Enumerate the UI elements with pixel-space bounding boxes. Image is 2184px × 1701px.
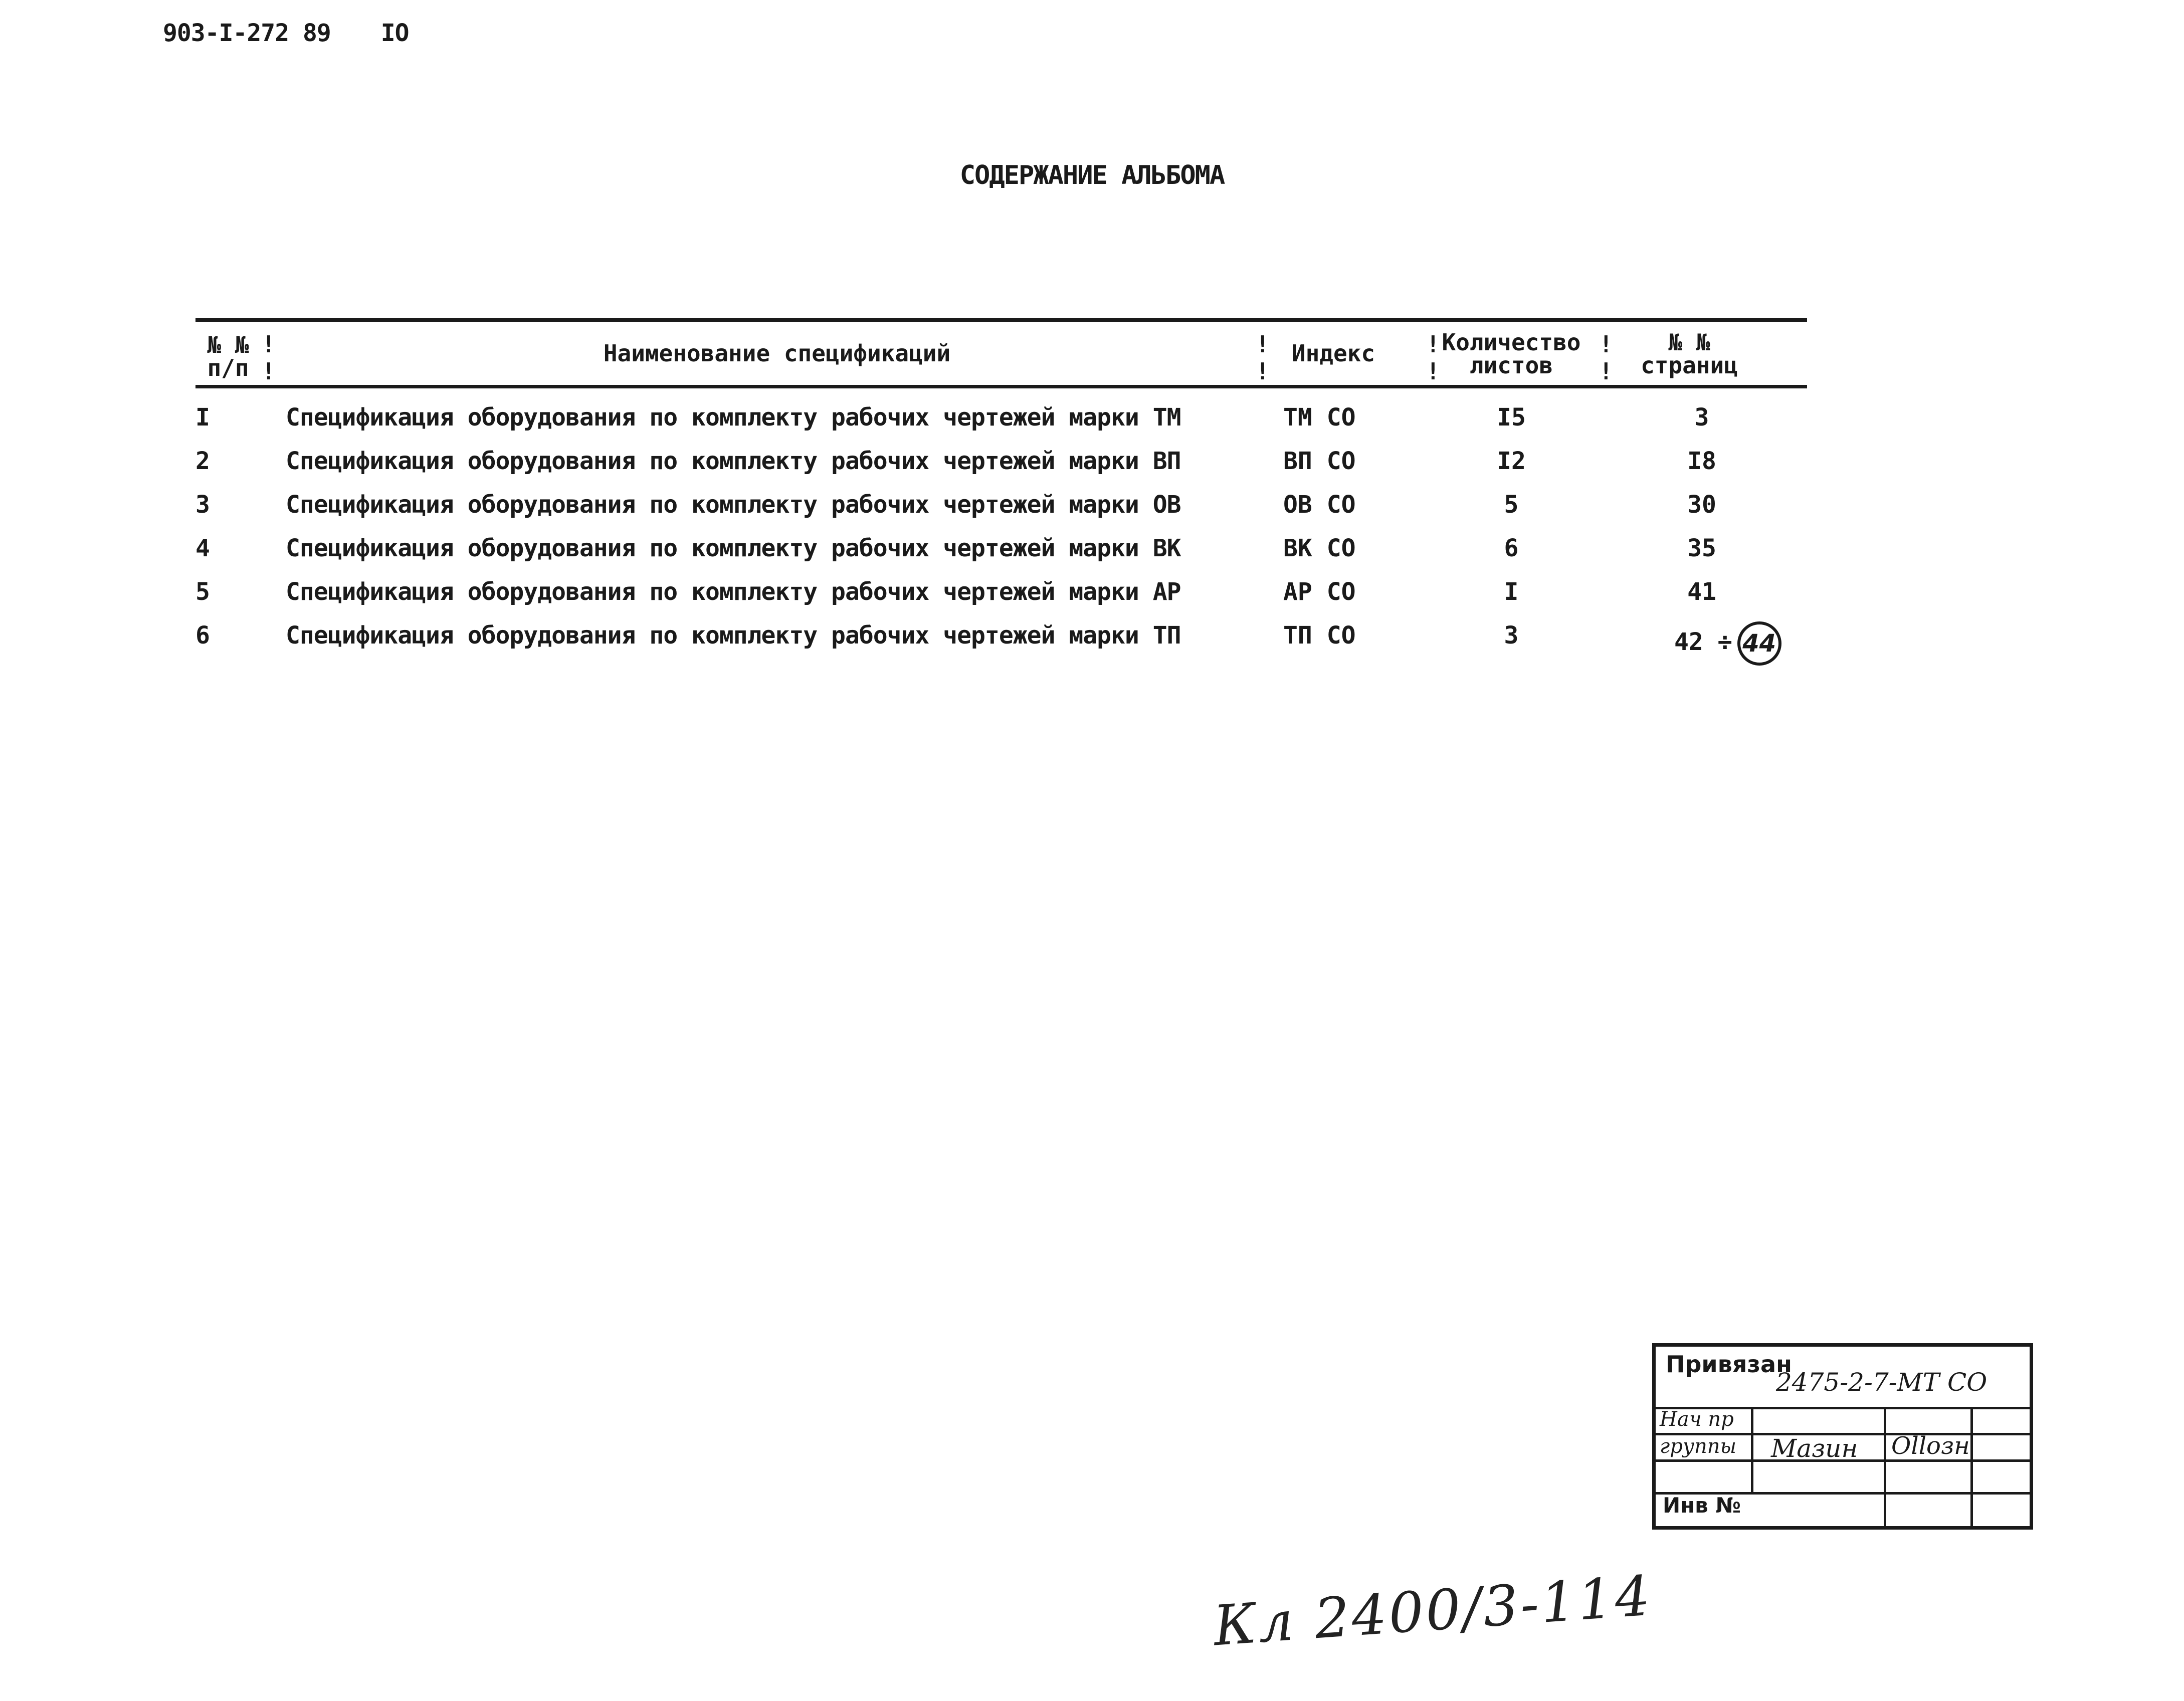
stamp-chief-label: Нач пр	[1660, 1408, 1734, 1431]
stamp-name: Мазин	[1771, 1434, 1858, 1463]
column-separator: ! !	[1256, 331, 1270, 385]
row-pages: 30	[1687, 491, 1716, 519]
row-number: 2	[195, 447, 210, 475]
row-pages	[1674, 621, 1781, 666]
stamp-inventory-label: Инв №	[1663, 1493, 1741, 1518]
column-separator: ! !	[1599, 331, 1613, 385]
row-sheets: I	[1504, 578, 1519, 606]
table-row	[0, 621, 2184, 662]
row-number: 3	[195, 491, 210, 519]
col-header-pages-top: № №	[1668, 329, 1710, 356]
stamp-bound-label: Привязан	[1666, 1351, 1792, 1378]
row-name: Спецификация оборудования по комплекту рабочих чертежей марки ТП	[286, 621, 1181, 650]
table-row	[0, 578, 2184, 618]
page-number: IO	[380, 19, 409, 47]
row-index: АР СО	[1283, 578, 1356, 606]
stamp-code: 2475-2-7-МТ СО	[1776, 1368, 1988, 1397]
row-sheets: I2	[1497, 447, 1526, 475]
circled-page-number: 44	[1737, 621, 1781, 666]
row-number: 4	[195, 534, 210, 562]
binding-stamp	[1652, 1343, 2033, 1530]
table-row	[0, 491, 2184, 531]
table-row	[0, 403, 2184, 444]
row-number: 6	[195, 621, 210, 650]
row-name: Спецификация оборудования по комплекту рабочих чертежей марки АР	[286, 578, 1181, 606]
stamp-divider	[1970, 1407, 1973, 1526]
stamp-signature: Оllозн	[1891, 1432, 1970, 1460]
col-header-sheets-top: Количество	[1442, 329, 1581, 356]
row-sheets: I5	[1497, 403, 1526, 432]
row-index: ОВ СО	[1283, 491, 1356, 519]
row-index: ВК СО	[1283, 534, 1356, 562]
table-top-rule	[195, 318, 1807, 322]
handwritten-archive-note: Кл 2400/3-114	[1211, 1563, 1654, 1658]
row-number: I	[195, 403, 210, 432]
col-header-num	[201, 333, 256, 379]
document-code-header	[163, 19, 409, 47]
row-name: Спецификация оборудования по комплекту рабочих чертежей марки ОВ	[286, 491, 1181, 519]
row-name: Спецификация оборудования по комплекту рабочих чертежей марки ВК	[286, 534, 1181, 562]
stamp-divider	[1751, 1407, 1753, 1495]
row-sheets: 5	[1504, 491, 1519, 519]
col-header-pages	[1629, 331, 1749, 377]
row-pages: I8	[1687, 447, 1716, 475]
stamp-group-label: группы	[1660, 1435, 1737, 1458]
document-code: 903-I-272 89	[163, 19, 331, 47]
row-name: Спецификация оборудования по комплекту рабочих чертежей марки ТМ	[286, 403, 1181, 432]
table-row	[0, 447, 2184, 487]
row-pages-range: 42 ÷	[1674, 628, 1732, 656]
row-pages: 3	[1694, 403, 1709, 432]
stamp-divider	[1884, 1407, 1886, 1526]
table-header-bottom-rule	[195, 385, 1807, 388]
col-header-sheets-bottom: листов	[1469, 352, 1553, 379]
column-separator: ! !	[262, 331, 276, 385]
row-number: 5	[195, 578, 210, 606]
row-pages: 35	[1687, 534, 1716, 562]
row-sheets: 3	[1504, 621, 1519, 650]
col-header-sheets	[1439, 331, 1584, 377]
row-name: Спецификация оборудования по комплекту рабочих чертежей марки ВП	[286, 447, 1181, 475]
col-header-name: Наименование спецификаций	[603, 340, 951, 367]
row-index: ТМ СО	[1283, 403, 1356, 432]
row-sheets: 6	[1504, 534, 1519, 562]
col-header-index: Индекс	[1291, 340, 1375, 367]
page-title: СОДЕРЖАНИЕ АЛЬБОМА	[959, 160, 1225, 190]
col-header-num-top: № №	[207, 331, 249, 358]
col-header-num-bottom: п/п	[207, 354, 249, 381]
row-index: ВП СО	[1283, 447, 1356, 475]
row-index: ТП СО	[1283, 621, 1356, 650]
column-separator: ! !	[1426, 331, 1440, 385]
col-header-pages-bottom: страниц	[1641, 352, 1738, 379]
row-pages: 41	[1687, 578, 1716, 606]
table-row	[0, 534, 2184, 574]
